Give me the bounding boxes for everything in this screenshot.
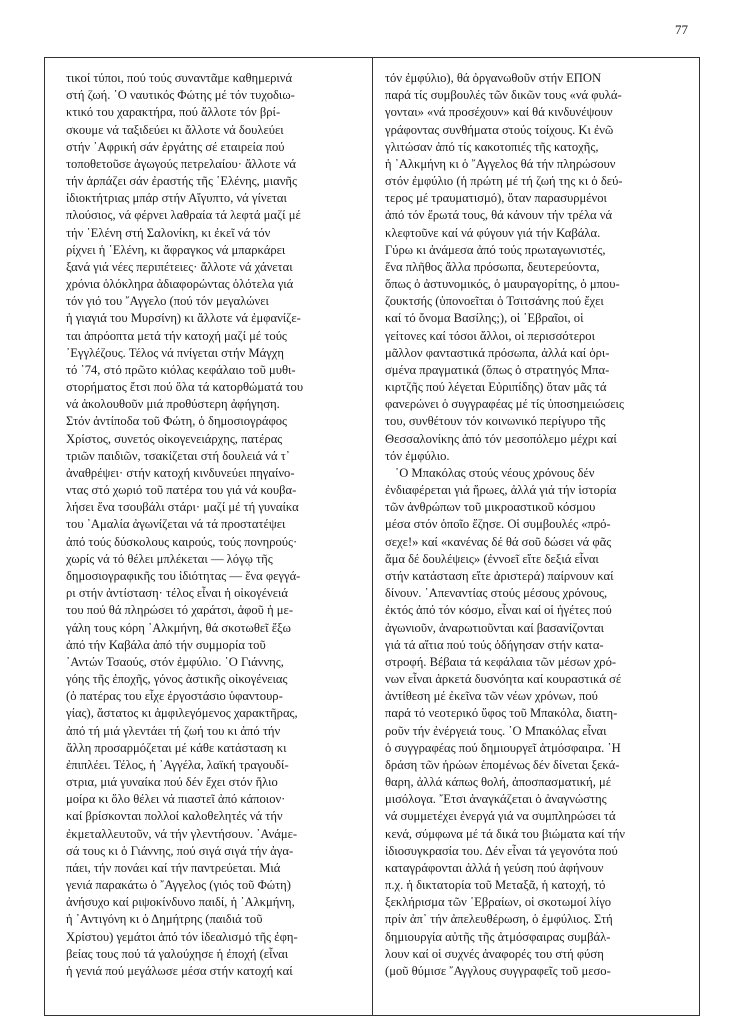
text-line: στροφή. Βέβαια τά κεφάλαια τῶν μέσων χρό- xyxy=(385,654,617,669)
text-line: του ᾿Αμαλία ἀγωνίζεται νά τά προστατέψει xyxy=(66,517,286,532)
text-line: γλιτώσαν ἀπό τίς κακοτοπιές τῆς κατοχῆς, xyxy=(385,139,599,154)
text-line: σεχε!» καί «κανένας δέ θά σοῦ δώσει νά φᾶς xyxy=(385,534,612,549)
text-line: ὅπως ὁ ἀστυνομικός, ὁ μαυραγορίτης, ὁ μπου- xyxy=(385,277,620,292)
text-line: σά τους κι ὁ Γιάννης, πού σιγά σιγά τήν ἀγα- xyxy=(66,843,294,858)
text-line: γάλη τους κόρη ᾿Αλκμήνη, θά σκοτωθεῖ ἔξω xyxy=(66,620,291,635)
text-line: ἀπό τήν Καβάλα ἀπό τήν συμμορία τοῦ xyxy=(66,637,266,652)
text-line: ζουκτσής (ὑπονοεῖται ὁ Τσιτσάνης πού ἔχει xyxy=(385,294,604,309)
text-line: γείτονες καί τόσοι ἄλλοι, οἱ περισσότεροι xyxy=(385,328,595,343)
text-line: Στόν ἀντίποδα τοῦ Φώτη, ὁ δημοσιογράφος xyxy=(66,414,288,429)
text-line: καταγράφονται ἀλλά ἡ γεύση πού ἀφήνουν xyxy=(385,860,604,875)
text-line: ἄλλη προσαρμόζεται μέ κάθε κατάσταση κι xyxy=(66,740,287,755)
column-divider xyxy=(372,57,373,1016)
text-line: χρόνια ὁλόκληρα ἀδιαφορώντας ὁλότελα γιά xyxy=(66,277,294,292)
text-line: ἀπό τή μιά γλεντάει τή ζωή του κι ἀπό τήν xyxy=(66,723,281,738)
text-line: γονται» «νά προσέχουν» καί θά κινδυνέψουν xyxy=(385,105,613,120)
text-line: στήν ᾿Αφρική σάν ἐργάτης σέ εταιρεία πού xyxy=(66,139,285,154)
text-line: ἐκτός ἀπό τόν κόσμο, εἶναι καί οἱ ἡγέτες πού xyxy=(385,603,612,618)
text-line: Χρίστος, συνετός οἰκογενειάρχης, πατέρας xyxy=(66,431,283,446)
text-line: πάει, τήν πονάει καί τήν παντρεύεται. Μιά xyxy=(66,860,281,875)
text-line: στόν ἐμφύλιο (ἡ πρώτη μέ τή ζωή της κι ὁ δεύ- xyxy=(385,174,623,189)
text-line: ξεκλήρισμα τῶν ῾Εβραίων, οἱ σκοτωμοί λίγο xyxy=(385,895,612,910)
text-line: δίνουν. ᾿Απεναντίας στούς μέσους χρόνους, xyxy=(385,586,608,601)
text-line: τικοί τύποι, πού τούς συναντᾶμε καθημερινά xyxy=(66,71,293,85)
text-line: ἡ γιαγιά του Μυρσίνη) κι ἄλλοτε νά ἐμφανίζε- xyxy=(66,311,301,326)
text-line: μοίρα κι ὅλο θέλει νά πιαστεῖ ἀπό κάποιον· xyxy=(66,792,286,807)
text-line: τόν ἐμφύλιο. xyxy=(385,448,450,463)
text-line: ᾿Αντών Τσαούς, στόν ἐμφύλιο. ῾Ο Γιάννης, xyxy=(66,654,284,669)
text-line: ἡ γενιά πού μεγάλωσε μέσα στήν κατοχή καί xyxy=(66,963,293,978)
text-line: χωρίς νά τό θέλει μπλέκεται — λόγῳ τῆς xyxy=(66,551,273,566)
text-line: ἀναθρέψει· στήν κατοχή κινδυνεύει πηγαίνο- xyxy=(66,465,295,480)
text-line: ἡ ᾿Αλκμήνη κι ὁ ῎Αγγελος θά τήν πληρώσουν xyxy=(385,156,616,171)
text-line: τριῶν παιδιῶν, τσακίζεται στή δουλειά νά τ᾿ xyxy=(66,448,290,463)
text-line: ἡ ᾿Αντιγόνη κι ὁ Δημήτρης (παιδιά τοῦ xyxy=(66,912,263,927)
text-line: στορήματος ἔτσι πού ὅλα τά κατορθώματά του xyxy=(66,380,304,395)
text-line: ᾿Εγγλέζους. Τέλος νά πνίγεται στήν Μάγχη xyxy=(66,345,284,360)
text-line: ἕνα πλῆθος ἄλλα πρόσωπα, δευτερεύοντα, xyxy=(385,259,600,274)
text-line: βείας τους πού τά γαλούχησε ἡ ἐποχή (εἶναι xyxy=(66,946,289,961)
text-line: πλούσιος, νά φέρνει λαθραία τά λεφτά μαζί μέ xyxy=(66,208,301,223)
text-line: παρά τίς συμβουλές τῶν δικῶν τους «νά φυλά- xyxy=(385,88,622,103)
text-line: ἀπό τόν ἔρωτά τους, θά κάνουν τήν τρέλα νά xyxy=(385,208,613,223)
page-number: 77 xyxy=(675,22,688,37)
text-line: Γύρω κι ἀνάμεσα ἀπό τούς πρωταγωνιστές, xyxy=(385,242,606,257)
text-line: τό ᾿74, στό πρῶτο κιόλας κεφάλαιο τοῦ μυθι- xyxy=(66,362,296,377)
text-line: στρια, μιά γυναίκα πού δέν ἔχει στόν ἥλιο xyxy=(66,775,278,790)
text-line: ῾Ο Μπακόλας στούς νέους χρόνους δέν xyxy=(395,465,595,480)
text-line: τερος μέ τραυματισμό), ὅταν παρασυρμένοι xyxy=(385,191,607,206)
text-line: καί τό ὄνομα Βασίλης;), οἱ ῾Εβραῖοι, οἱ xyxy=(385,311,584,326)
text-line: ἐπιπλέει. Τέλος, ἡ ᾿Αγγέλα, λαϊκή τραγουδί- xyxy=(66,757,289,772)
text-line: μέσα στόν ὁποῖο ἔζησε. Οἱ συμβουλές «πρό- xyxy=(385,517,611,532)
text-line: τήν ἁρπάζει σάν ἐραστής τῆς ῾Ελένης, μιανῆς xyxy=(66,174,297,189)
text-line: τοποθετοῦσε ἀγωγούς πετρελαίου· ἄλλοτε νά xyxy=(66,156,296,171)
text-line: Θεσσαλονίκης ἀπό τόν μεσοπόλεμο μέχρι καί xyxy=(385,431,617,446)
text-line: νων εἶναι ἀρκετά δυσνόητα καί κουραστικά σέ xyxy=(385,672,622,687)
text-line: τήν ῾Ελένη στή Σαλονίκη, κι ἐκεῖ νά τόν xyxy=(66,225,271,240)
text-line: σκουμε νά ταξιδεύει κι ἄλλοτε νά δουλεύει xyxy=(66,122,284,137)
text-line: ξανά γιά νέες περιπέτειες· ἄλλοτε νά χάνεται xyxy=(66,259,293,274)
text-line: νά συμμετέχει ἐνεργά γιά να συμπληρώσει τά xyxy=(385,809,616,824)
text-line: ἀνήσυχο καί ριψοκίνδυνο παιδί, ἡ ᾿Αλκμήνη, xyxy=(66,895,295,910)
text-line: τόν ἐμφύλιο), θά ὀργανωθοῦν στήν ΕΠΟΝ xyxy=(385,71,602,85)
text-line: κλεφτοῦνε καί νά φύγουν γιά τήν Καβάλα. xyxy=(385,225,601,240)
text-line: ἀπό τούς δύσκολους καιρούς, τούς πονηρούς· xyxy=(66,534,298,549)
text-line: Χρίστου) γεμάτοι ἀπό τόν ἰδεαλισμό τῆς ἐφη- xyxy=(66,929,298,944)
text-line: του πού θά πληρώσει τό χαράτσι, ἀφοῦ ἡ με- xyxy=(66,603,294,618)
text-line: ἰδιοσυγκρασία του. Δέν εἶναι τά γεγονότα πού xyxy=(385,843,618,858)
text-line: λήσει ἕνα τσουβάλι στάρι· μαζί μέ τή γυναίκα xyxy=(66,500,299,515)
text-line: δράση τῶν ἡρώων ἑπομένως δέν δίνεται ξεκά- xyxy=(385,757,620,772)
text-line: π.χ. ἡ δικτατορία τοῦ Μεταξᾶ, ἡ κατοχή, τό xyxy=(385,878,606,893)
text-line: γίας), ἄστατος κι ἀμφιλεγόμενος χαρακτῆρας, xyxy=(66,706,298,721)
text-line: σμένα πραγματικά (ὅπως ὁ στρατηγός Μπα- xyxy=(385,362,610,377)
text-line: ὁ συγγραφέας πού δημιουργεῖ ἀτμόσφαιρα. ῾Η xyxy=(385,740,621,755)
text-line: καί βρίσκονται πολλοί καλοθελητές νά τήν xyxy=(66,809,283,824)
text-line: θαρη, ἀλλά κάπως θολή, ἀποσπασματική, μέ xyxy=(385,775,612,790)
left-column xyxy=(66,70,363,980)
text-line: γόης τῆς ἐποχῆς, γόνος ἀστικῆς οἰκογένειας xyxy=(66,672,288,687)
text-line: φανερώνει ὁ συγγραφέας μέ τίς ὑποσημειώσεις xyxy=(385,397,624,412)
text-line: ἀντίθεση μέ ἐκεῖνα τῶν νέων χρόνων, πού xyxy=(385,689,598,704)
text-line: τόν γιό του ῎Αγγελο (πού τόν μεγαλώνει xyxy=(66,294,269,309)
text-line: κτικό του χαρακτήρα, πού ἄλλοτε τόν βρί- xyxy=(66,105,281,120)
right-column xyxy=(385,70,685,980)
text-line: δημιουργία αὐτῆς τῆς ἀτμόσφαιρας συμβάλ- xyxy=(385,929,611,944)
text-line: ντας στό χωριό τοῦ πατέρα του γιά νά κουβα- xyxy=(66,483,297,498)
text-line: ἐνδιαφέρεται γιά ἥρωες, ἀλλά γιά τήν ἱστορία xyxy=(385,483,617,498)
text-line: ἀγωνιοῦν, ἀναρωτιοῦνται καί βασανίζονται xyxy=(385,620,605,635)
text-line: γενιά παρακάτω ὁ ῎Αγγελος (γιός τοῦ Φώτη) xyxy=(66,878,291,893)
text-line: ροῦν τήν ἐνέργειά τους. ῾Ο Μπακόλας εἶναι xyxy=(385,723,607,738)
text-line: παρά τό νεοτερικό ὕφος τοῦ Μπακόλα, διατη- xyxy=(385,706,618,721)
text-line: ἅμα δέ δουλέψεις» (ἐννοεῖ εἴτε δεξιά εἶναι xyxy=(385,551,599,566)
text-line: δημοσιογραφικῆς του ἰδιότητας — ἕνα φεγγά- xyxy=(66,568,301,583)
text-line: (ὁ πατέρας του εἶχε ἐργοστάσιο ὑφαντουρ- xyxy=(66,689,283,704)
text-line: πρίν ἀπ᾿ τήν ἀπελευθέρωση, ὁ ἐμφύλιος. Στή xyxy=(385,912,613,927)
text-line: στήν κατάσταση εἴτε ἀριστερά) παίρνουν καί xyxy=(385,568,614,583)
text-line: νά ἀκολουθοῦν μιά προθύστερη ἀφήγηση. xyxy=(66,397,280,412)
text-line: (μοῦ θύμισε ῎Αγγλους συγγραφεῖς τοῦ μεσο- xyxy=(385,963,611,978)
text-line: κιρτζῆς πού λέγεται Εὐριπίδης) ὅταν μᾶς τά xyxy=(385,380,607,395)
text-line: ἐκμεταλλευτοῦν, νά τήν γλεντήσουν. ᾿Ανάμε- xyxy=(66,826,298,841)
text-line: μισόλογα. ῎Ετσι ἀναγκάζεται ὁ ἀναγνώστης xyxy=(385,792,607,807)
text-line: κενά, σύμφωνα μέ τά δικά του βιώματα καί τήν xyxy=(385,826,625,841)
text-line: γιά τά αἴτια πού τούς ὁδήγησαν στήν κατα- xyxy=(385,637,604,652)
text-line: τῶν ἀνθρώπων τοῦ μικροαστικοῦ κόσμου xyxy=(385,500,596,515)
text-line: ται ἀπρόοπτα μετά τήν κατοχή μαζί μέ τούς xyxy=(66,328,287,343)
text-line: του, συνθέτουν τόν κοινωνικό περίγυρο τῆς xyxy=(385,414,606,429)
text-line: στή ζωή. ῾Ο ναυτικός Φώτης μέ τόν τυχοδιω- xyxy=(66,88,295,103)
text-line: μᾶλλον φανταστικά πρόσωπα, ἀλλά καί ὁρι- xyxy=(385,345,610,360)
text-line: ρι στήν ἀντίσταση· τέλος εἶναι ἡ οἰκογένειά xyxy=(66,586,289,601)
text-line: ρίχνει ἡ ῾Ελένη, κι ἄφραγκος νά μπαρκάρει xyxy=(66,242,286,257)
text-line: ἰδιοκτήτριας μπάρ στήν Αἴγυπτο, νά γίνεται xyxy=(66,191,287,206)
text-line: γράφοντας συνθήματα στούς τοίχους. Κι ἐνῶ xyxy=(385,122,614,137)
text-line: λουν καί οἱ συχνές ἀναφορές του στή φύση xyxy=(385,946,604,961)
